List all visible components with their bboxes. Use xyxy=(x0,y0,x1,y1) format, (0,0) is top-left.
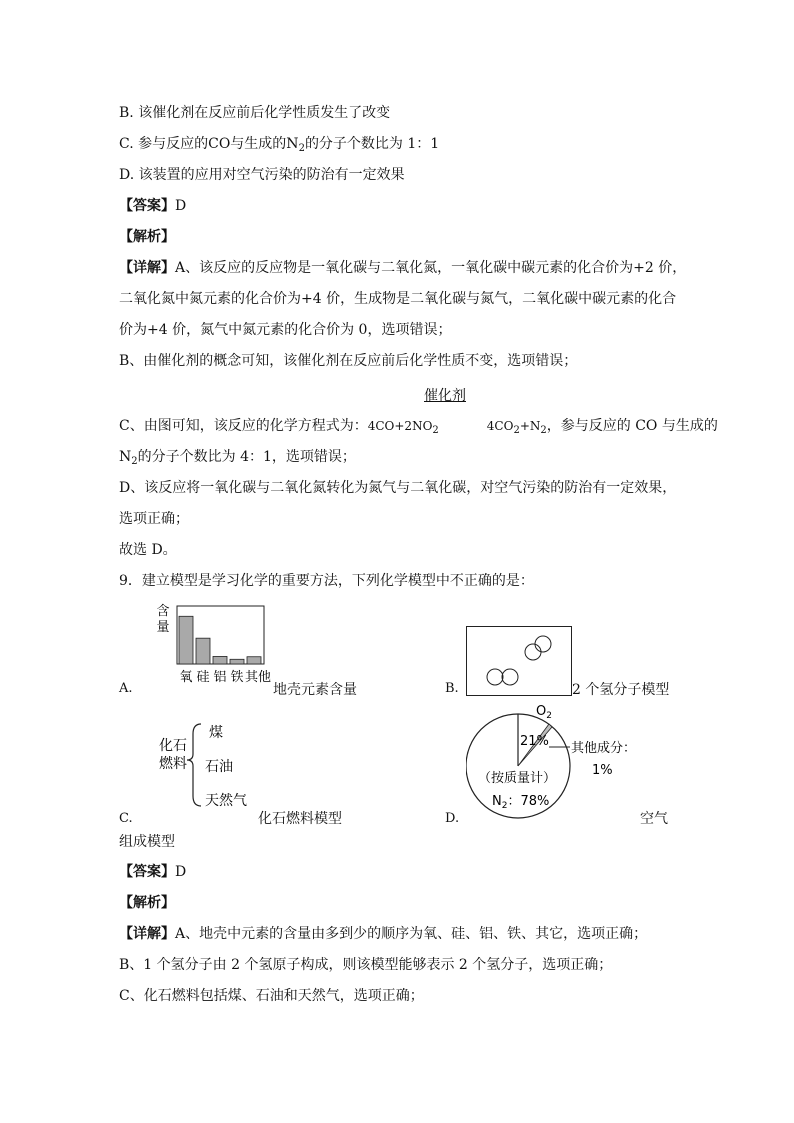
q8-option-d: D. 该装置的应用对空气污染的防治有一定效果 xyxy=(119,167,405,183)
bar-label-2: 铝 xyxy=(213,670,227,685)
q8-detail-c-2 xyxy=(119,447,356,472)
q9-detail-c: C、化石燃料包括煤、石油和天然气，选项正确； xyxy=(119,988,424,1004)
air-composition-pie xyxy=(466,700,676,820)
pie-label-o2-text: O xyxy=(536,704,547,719)
q9-option-c-label: C. xyxy=(119,811,133,826)
q9-option-d-caption-1: 空气 xyxy=(640,811,668,827)
pie-label-o2-sub: 2 xyxy=(546,711,552,721)
bar-0 xyxy=(179,616,193,664)
q8-detail-a-3: 价为+4 价，氮气中氮元素的化合价为 0，选项错误； xyxy=(119,322,452,338)
q8-detail-c2-sub: 2 xyxy=(131,456,138,467)
fossil-fuel-diagram xyxy=(155,718,265,812)
q9-analysis-label: 【解析】 xyxy=(119,895,175,911)
tick-group xyxy=(179,669,271,685)
q8-detail-b: B、由催化剂的概念可知，该催化剂在反应前后化学性质不变，选项错误； xyxy=(119,353,578,369)
q8-option-b: B. 该催化剂在反应前后化学性质发生了改变 xyxy=(119,105,391,121)
catalyst-label: 催化剂 xyxy=(424,388,466,404)
equation-left-text: 4CO+2NO xyxy=(367,419,433,433)
q8-conclusion: 故选 D。 xyxy=(119,542,177,558)
q9-option-d-caption-2: 组成模型 xyxy=(119,834,175,850)
bar-label-0: 氧 xyxy=(179,670,193,685)
bar-group xyxy=(179,616,261,664)
q9-option-a-caption: 地壳元素含量 xyxy=(273,682,357,698)
fossil-fuel-item-oil: 石油 xyxy=(205,759,233,775)
equation-right xyxy=(486,419,547,436)
pie-label-o2 xyxy=(536,704,552,721)
equation-right-text: 4CO xyxy=(486,419,514,433)
answer-label: 【答案】 xyxy=(119,864,175,880)
q8-detail-a-2: 二氧化氮中氮元素的化合价为+4 价，生成物是二氧化碳与氮气，二氧化碳中碳元素的化合 xyxy=(119,291,677,307)
q9-answer xyxy=(119,862,186,882)
h-atom-1b xyxy=(535,636,551,652)
pie-value-other: 1% xyxy=(592,763,613,778)
bar-label-4: 其他 xyxy=(244,670,272,685)
bar-4 xyxy=(247,657,261,664)
crust-element-chart xyxy=(155,600,275,690)
q9-option-b-caption: 2 个氢分子模型 xyxy=(572,682,670,698)
q9-detail-a xyxy=(119,924,647,944)
model-frame xyxy=(467,627,572,696)
q9-detail-b: B、1 个氢分子由 2 个氢原子构成，则该模型能够表示 2 个氢分子，选项正确； xyxy=(119,957,613,973)
detail-label: 【详解】 xyxy=(119,926,175,942)
q8-detail-c-text: C、由图可知，该反应的化学方程式为： xyxy=(119,418,368,434)
bar-3 xyxy=(230,659,244,664)
bar-label-1: 硅 xyxy=(196,670,210,685)
pie-label-other: 其他成分： xyxy=(571,741,637,756)
q8-detail-c xyxy=(119,416,718,441)
q8-detail-c-tail: ，参与反应的 CO 与生成的 xyxy=(546,418,718,434)
pie-value-o2: 21% xyxy=(520,734,549,749)
equation-right-plus: +N xyxy=(519,419,541,433)
fossil-fuel-item-gas: 天然气 xyxy=(205,793,247,809)
h-atom-1a xyxy=(525,644,541,660)
pie-label-n2-text: N xyxy=(492,794,502,809)
q8-detail-d-1: D、该反应将一氧化碳与二氧化氮转化为氮气与二氧化碳，对空气污染的防治有一定效果， xyxy=(119,480,677,496)
fossil-fuel-item-coal: 煤 xyxy=(209,725,223,741)
pie-label-n2-sub: 2 xyxy=(501,801,508,811)
answer-value: D xyxy=(175,864,187,880)
chart-ylabel-1: 含 xyxy=(156,604,170,619)
q9-option-a-label: A. xyxy=(119,681,133,696)
pie-note: （按质量计） xyxy=(478,771,557,786)
q8-analysis-label: 【解析】 xyxy=(119,229,175,245)
q8-detail-c2-tail: 的分子个数比为 4：1，选项错误； xyxy=(137,449,356,465)
q8-detail-a-1 xyxy=(119,258,686,278)
equation-right-sub2: 2 xyxy=(540,425,547,436)
fossil-fuel-root-1: 化石 xyxy=(159,738,187,754)
q8-answer xyxy=(119,196,186,216)
q8-detail-a-1-text: A、该反应的反应物是一氧化碳与二氧化氮，一氧化碳中碳元素的化合价为+2 价， xyxy=(175,260,687,276)
h-atom-2b xyxy=(502,669,518,685)
equation-left xyxy=(367,419,439,436)
answer-label: 【答案】 xyxy=(119,198,175,214)
q8-option-c-sub: 2 xyxy=(298,143,305,154)
bar-1 xyxy=(196,638,210,664)
q8-detail-d-2: 选项正确； xyxy=(119,511,189,527)
q9-stem: 9．建立模型是学习化学的重要方法，下列化学模型中不正确的是： xyxy=(119,573,534,589)
q8-option-c-tail: 的分子个数比为 1：1 xyxy=(304,136,440,152)
q9-detail-a-text: A、地壳中元素的含量由多到少的顺序为氧、硅、铝、铁、其它，选项正确； xyxy=(175,926,648,942)
q9-option-b-label: B. xyxy=(445,681,459,696)
bar-2 xyxy=(213,656,227,664)
q8-detail-c2-text: N xyxy=(119,449,132,465)
h-atom-2a xyxy=(487,669,503,685)
pie-value-n2: ：78% xyxy=(507,794,550,809)
pie-label-n2 xyxy=(492,794,549,811)
answer-value: D xyxy=(175,198,187,214)
hydrogen-molecule-model xyxy=(466,626,572,696)
q9-option-d-label: D. xyxy=(445,811,460,826)
bar-label-3: 铁 xyxy=(230,670,244,685)
detail-label: 【详解】 xyxy=(119,260,175,276)
fossil-fuel-root-2: 燃料 xyxy=(159,756,187,772)
equation-right-sub: 2 xyxy=(513,425,520,436)
q8-option-c xyxy=(119,134,439,159)
q8-option-c-text: C. 参与反应的CO与生成的N xyxy=(119,136,299,152)
equation-left-sub: 2 xyxy=(432,425,439,436)
chart-ylabel-2: 量 xyxy=(156,620,170,635)
brace-icon xyxy=(187,724,201,806)
q9-option-c-caption: 化石燃料模型 xyxy=(258,811,342,827)
